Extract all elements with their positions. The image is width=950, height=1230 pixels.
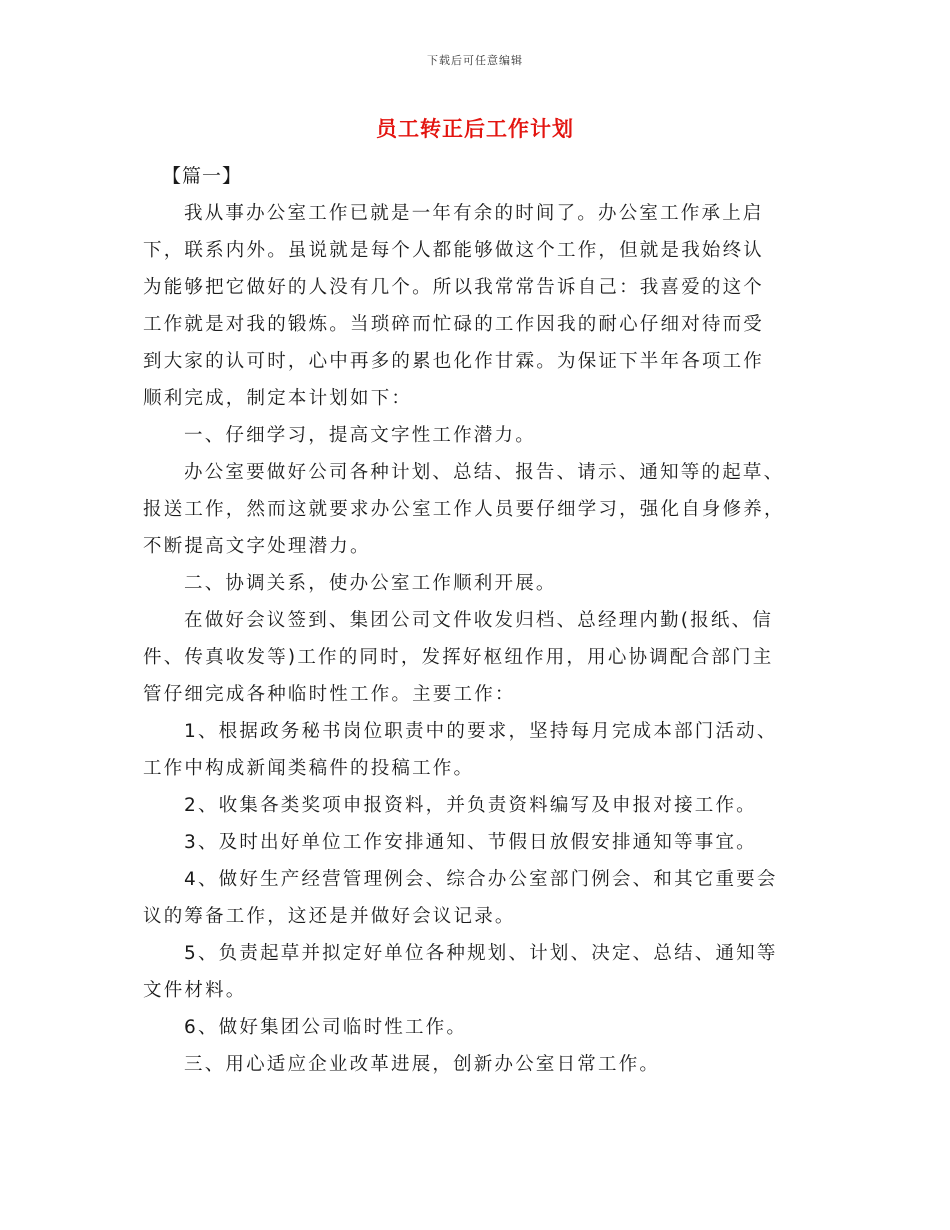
paragraph <box>143 195 808 417</box>
paragraph-line: 顺利完成，制定本计划如下： <box>143 388 413 409</box>
paragraph-line: 4、做好生产经营管理例会、综合办公室部门例会、和其它重要会 <box>184 869 778 890</box>
paragraph <box>143 454 808 565</box>
paragraph-line: 我从事办公室工作已就是一年有余的时间了。办公室工作承上启 <box>184 203 764 224</box>
paragraph <box>143 713 808 787</box>
paragraph-line: 工作就是对我的锻炼。当琐碎而忙碌的工作因我的耐心仔细对待而受 <box>143 314 765 335</box>
paragraph-line: 工作中构成新闻类稿件的投稿工作。 <box>143 758 475 779</box>
paragraph-line: 管仔细完成各种临时性工作。主要工作： <box>143 684 516 705</box>
header-note: 下载后可任意编辑 <box>427 54 523 67</box>
paragraph <box>143 787 808 824</box>
paragraph <box>143 565 808 602</box>
section-tag: 【篇一】 <box>162 165 243 187</box>
paragraph-line: 下，联系内外。虽说就是每个人都能够做这个工作，但就是我始终认 <box>143 240 765 261</box>
paragraph-line: 文件材料。 <box>143 980 247 1001</box>
paragraph-line: 三、用心适应企业改革进展，创新办公室日常工作。 <box>184 1054 661 1075</box>
paragraph-line: 到大家的认可时，心中再多的累也化作甘霖。为保证下半年各项工作 <box>143 351 765 372</box>
paragraph <box>143 861 808 935</box>
paragraph-line: 办公室要做好公司各种计划、总结、报告、请示、通知等的起草、 <box>184 462 785 483</box>
paragraph-line: 报送工作，然而这就要求办公室工作人员要仔细学习，强化自身修养， <box>143 499 785 520</box>
paragraph-line: 议的筹备工作，这还是并做好会议记录。 <box>143 906 516 927</box>
paragraph <box>143 1046 808 1083</box>
paragraph <box>143 1009 808 1046</box>
paragraph-list <box>143 195 808 1083</box>
paragraph-line: 2、收集各类奖项申报资料，并负责资料编写及申报对接工作。 <box>184 795 757 816</box>
paragraph-line: 二、协调关系，使办公室工作顺利开展。 <box>184 573 557 594</box>
paragraph-line: 件、传真收发等)工作的同时，发挥好枢纽作用，用心协调配合部门主 <box>143 647 774 668</box>
paragraph-line: 不断提高文字处理潜力。 <box>143 536 371 557</box>
document-body <box>143 158 808 1083</box>
document-title: 员工转正后工作计划 <box>376 117 574 141</box>
paragraph-line: 一、仔细学习，提高文字性工作潜力。 <box>184 425 536 446</box>
paragraph-line: 在做好会议签到、集团公司文件收发归档、总经理内勤(报纸、信 <box>184 610 774 631</box>
paragraph-line: 为能够把它做好的人没有几个。所以我常常告诉自己：我喜爱的这个 <box>143 277 765 298</box>
paragraph <box>143 935 808 1009</box>
paragraph <box>143 824 808 861</box>
paragraph-line: 6、做好集团公司临时性工作。 <box>184 1017 468 1038</box>
paragraph <box>143 417 808 454</box>
paragraph-line: 3、及时出好单位工作安排通知、节假日放假安排通知等事宜。 <box>184 832 757 853</box>
paragraph <box>143 602 808 713</box>
paragraph-line: 1、根据政务秘书岗位职责中的要求，坚持每月完成本部门活动、 <box>184 721 778 742</box>
paragraph-line: 5、负责起草并拟定好单位各种规划、计划、决定、总结、通知等 <box>184 943 778 964</box>
